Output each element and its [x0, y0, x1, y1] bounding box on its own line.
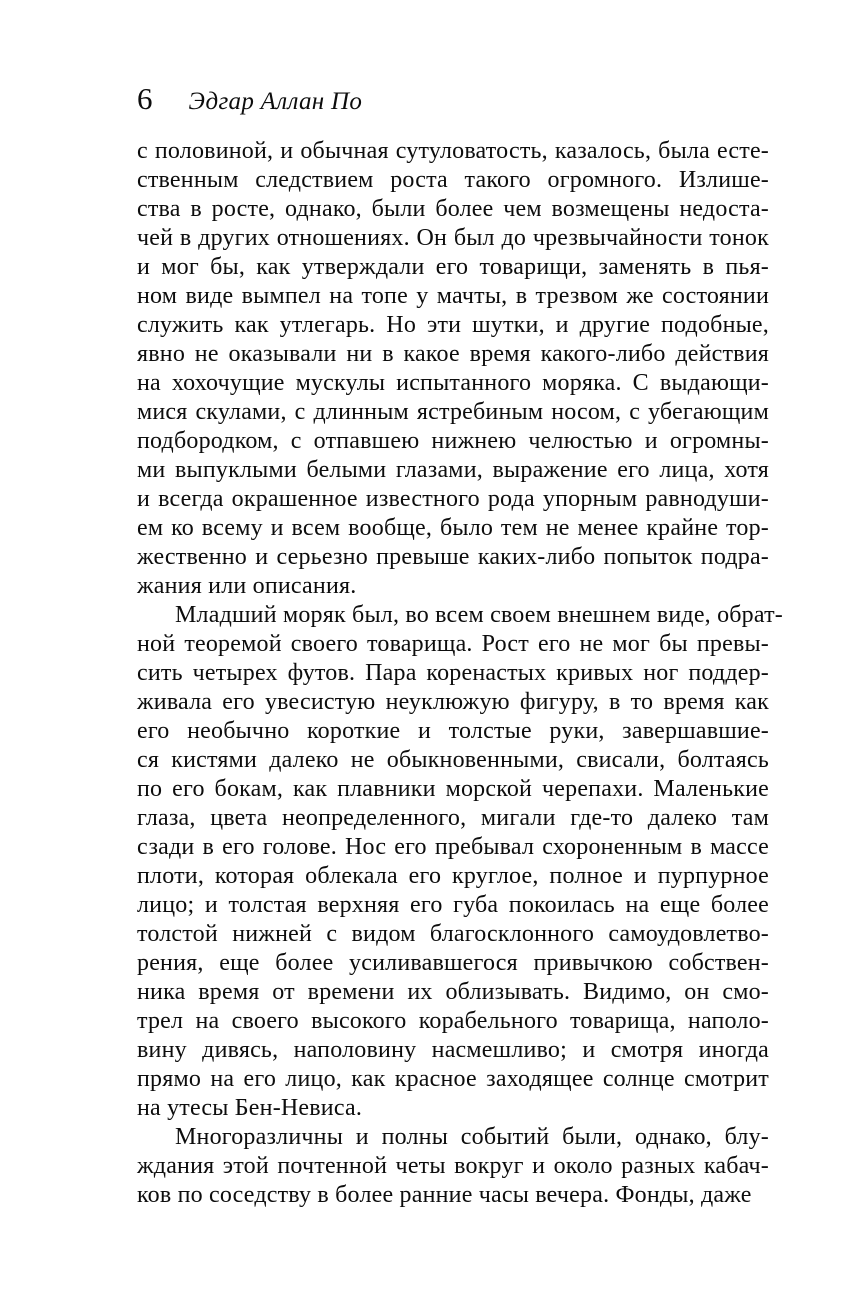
- text-line: сить четырех футов. Пара коренастых кривых ног поддер-: [137, 660, 769, 686]
- text-line: толстой нижней с видом благосклонного самоудовлетво-: [137, 921, 769, 947]
- text-line: ной теоремой своего товарища. Рост его не мог бы превы-: [137, 631, 769, 657]
- text-line: явно не оказывали ни в какое время какого-либо действия: [137, 341, 769, 367]
- text-line: жания или описания.: [137, 573, 357, 599]
- text-line: Многоразличны и полны событий были, однако, блу-: [175, 1124, 769, 1150]
- text-line: жественно и серьезно превыше каких-либо попыток подра-: [137, 544, 769, 570]
- text-line: ем ко всему и всем вообще, было тем не менее крайне тор-: [137, 515, 769, 541]
- text-line: трел на своего высокого корабельного товарища, наполо-: [137, 1008, 769, 1034]
- text-line: чей в других отношениях. Он был до чрезвычайности тонок: [137, 225, 769, 251]
- text-line: с половиной, и обычная сутуловатость, казалось, была есте-: [137, 138, 769, 164]
- text-line: ства в росте, однако, были более чем возмещены недоста-: [137, 196, 769, 222]
- text-line: сзади в его голове. Нос его пребывал схороненным в массе: [137, 834, 769, 860]
- paragraph: [137, 601, 783, 1123]
- page-header: [137, 82, 769, 119]
- text-line: ном виде вымпел на топе у мачты, в трезвом же состоянии: [137, 283, 769, 309]
- text-line: живала его увесистую неуклюжую фигуру, в то время как: [137, 689, 769, 715]
- running-head-author: Эдгар Аллан По: [188, 88, 363, 115]
- paragraph: [137, 137, 769, 601]
- text-line: ственным следствием роста такого огромного. Излише-: [137, 167, 769, 193]
- text-line: лицо; и толстая верхняя его губа покоилась на еще более: [137, 892, 769, 918]
- body-text-block: [137, 137, 783, 1210]
- text-line: подбородком, с отпавшею нижнею челюстью и огромны-: [137, 428, 769, 454]
- text-line: вину дивясь, наполовину насмешливо; и смотря иногда: [137, 1037, 769, 1063]
- text-line: ждания этой почтенной четы вокруг и около разных кабач-: [137, 1153, 769, 1179]
- text-line: на хохочущие мускулы испытанного моряка. С выдающи-: [137, 370, 769, 396]
- text-line: ника время от времени их облизывать. Видимо, он смо-: [137, 979, 769, 1005]
- text-line: и мог бы, как утверждали его товарищи, заменять в пья-: [137, 254, 769, 280]
- text-line: ми выпуклыми белыми глазами, выражение его лица, хотя: [137, 457, 769, 483]
- text-line: ков по соседству в более ранние часы вечера. Фонды, даже: [137, 1182, 752, 1208]
- text-line: и всегда окрашенное известного рода упорным равнодуши-: [137, 486, 769, 512]
- text-line: прямо на его лицо, как красное заходящее солнце смотрит: [137, 1066, 769, 1092]
- text-line: мися скулами, с длинным ястребиным носом, с убегающим: [137, 399, 769, 425]
- text-line: его необычно короткие и толстые руки, завершавшие-: [137, 718, 769, 744]
- paragraph: [137, 1123, 769, 1210]
- text-line: Младший моряк был, во всем своем внешнем виде, обрат-: [175, 602, 783, 628]
- text-line: служить как утлегарь. Но эти шутки, и другие подобные,: [137, 312, 769, 338]
- text-line: глаза, цвета неопределенного, мигали где-то далеко там: [137, 805, 769, 831]
- text-line: на утесы Бен-Невиса.: [137, 1095, 363, 1121]
- text-line: рения, еще более усиливавшегося привычкою собствен-: [137, 950, 769, 976]
- text-line: по его бокам, как плавники морской черепахи. Маленькие: [137, 776, 769, 802]
- page-number: 6: [137, 81, 153, 116]
- text-line: плоти, которая облекала его круглое, полное и пурпурное: [137, 863, 769, 889]
- text-line: ся кистями далеко не обыкновенными, свисали, болтаясь: [137, 747, 769, 773]
